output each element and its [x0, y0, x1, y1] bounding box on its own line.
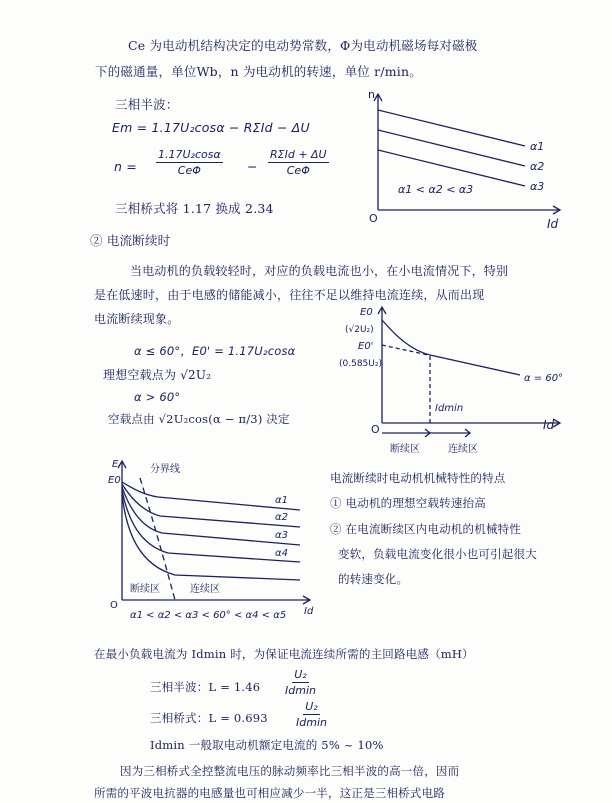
- feature-1: ① 电动机的理想空载转速抬高: [330, 496, 486, 510]
- section-2-para-3: 电流断续现象。: [94, 312, 180, 326]
- chart1-curve-label-a2: α2: [530, 160, 545, 173]
- fraction-2-numerator: RΣId + ΔU: [270, 148, 327, 161]
- chart2-y-value-1: (√2U₂): [345, 325, 374, 335]
- inductance-bridge-fraction: [296, 700, 327, 729]
- chart3-curve-a3: [122, 487, 300, 545]
- inductance-bridge-denominator: Idmin: [296, 716, 327, 729]
- minus-sign: −: [247, 159, 258, 174]
- condition-1-ideal: 理想空载点为 √2U₂: [103, 368, 212, 382]
- section-2-para-2: 是在低速时，由于电感的储能减小，往往不足以维持电流连续，从而出现: [94, 288, 485, 302]
- inductance-bridge-numerator: U₂: [305, 700, 318, 713]
- chart3-curve-a2: [122, 484, 300, 527]
- chart3-y-label: E0: [108, 475, 121, 486]
- inductance-note: Idmin 一般取电动机额定电流的 5% ~ 10%: [150, 738, 384, 752]
- inductance-half-denominator: Idmin: [285, 684, 316, 697]
- chart2-region-2: 连续区: [448, 444, 478, 455]
- chart3-curve-a4: [122, 490, 300, 562]
- chart1-curve-label-a3: α3: [530, 180, 545, 193]
- features-intro: 电流断续时电动机机械特性的特点: [330, 471, 506, 485]
- chart3-region-2: 连续区: [190, 584, 220, 595]
- chart1-relation: α1 < α2 < α3: [398, 183, 474, 196]
- intro-line-1: Ce 为电动机结构决定的电动势常数，Φ为电动机磁场每对磁极: [128, 38, 478, 53]
- chart3-curve-a5: [122, 494, 300, 580]
- chart3-origin: O: [110, 600, 118, 611]
- chart3-curve-label-a2: α2: [275, 512, 288, 523]
- fraction-2: [268, 148, 329, 177]
- closing-line-2: 所需的平波电抗器的电感量也可相应减少一半，这正是三相桥式电路: [94, 786, 445, 800]
- chart2-y-label: E0: [360, 307, 373, 318]
- condition-2-ideal: 空载点由 √2U₂cos(α − π/3) 决定: [108, 412, 290, 426]
- inductance-intro: 在最小负载电流为 Idmin 时，为保证电流连续所需的主回路电感（mH）: [94, 647, 474, 661]
- chart3-curve-label-a3: α3: [275, 530, 288, 541]
- chart3-curve-label-a1: α1: [275, 495, 288, 506]
- feature-2-line-1: ② 在电流断续区内电动机的机械特性: [330, 522, 522, 536]
- chart2-curve: [382, 320, 520, 375]
- bridge-note: 三相桥式将 1.17 换成 2.34: [115, 201, 274, 216]
- closing-line-1: 因为三相桥式全控整流电压的脉动频率比三相半波的高一倍，因而: [120, 764, 460, 778]
- chart3-boundary-label: 分界线: [150, 464, 180, 475]
- n-equals: n =: [114, 159, 137, 174]
- chart1-x-label: Id: [547, 217, 559, 231]
- chart1-curve-a3: [378, 150, 525, 186]
- inductance-half-numerator: U₂: [294, 668, 307, 681]
- em-equation: Em = 1.17U₂cosα − RΣId − ΔU: [112, 120, 310, 135]
- chart2-e0prime-dash: [382, 345, 428, 355]
- feature-2-line-3: 的转速变化。: [338, 572, 409, 586]
- chart3-y-axis-label: E: [112, 459, 119, 470]
- fraction-1: [156, 148, 223, 177]
- half-wave-heading: 三相半波：: [115, 97, 179, 112]
- inductance-half-wave: 三相半波：L = 1.46: [150, 680, 261, 694]
- chart1-curve-a1: [378, 110, 525, 146]
- section-2-heading: ② 电流断续时: [90, 233, 171, 248]
- chart2-y-label-2: E0': [358, 341, 374, 352]
- condition-2: α > 60°: [134, 390, 181, 404]
- chart3-curve-a1: [122, 482, 300, 510]
- chart1-curve-a2: [378, 130, 525, 166]
- chart3-boundary: [140, 478, 175, 600]
- condition-1: α ≤ 60°，E0' = 1.17U₂cosα: [134, 344, 296, 358]
- chart2-curve-label: α = 60°: [524, 373, 564, 384]
- intro-line-2: 下的磁通量，单位Wb，n 为电动机的转速，单位 r/min。: [95, 64, 422, 79]
- chart2-origin: O: [371, 423, 380, 436]
- chart2-region-1: 断续区: [390, 444, 420, 455]
- chart3-x-label: Id: [304, 606, 314, 617]
- chart2-y-value-2: (0.585U₂): [339, 359, 382, 369]
- chart3-relation: α1 < α2 < α3 < 60° < α4 < α5: [130, 610, 287, 621]
- chart1-curve-label-a1: α1: [530, 140, 545, 153]
- feature-2-line-2: 变软，负载电流变化很小也可引起很大: [338, 547, 537, 561]
- chart1-origin: O: [369, 212, 378, 225]
- fraction-2-denominator: CeΦ: [286, 164, 310, 177]
- chart3-curve-label-a4: α4: [275, 548, 288, 559]
- chart2-idmin-label: Idmin: [435, 403, 464, 414]
- chart2-x-label: Id: [543, 418, 555, 432]
- fraction-1-denominator: CeΦ: [177, 164, 201, 177]
- inductance-bridge: 三相桥式：L = 0.693: [150, 711, 268, 725]
- inductance-half-fraction: [285, 668, 316, 697]
- fraction-1-numerator: 1.17U₂cosα: [158, 148, 221, 161]
- section-2-para-1: 当电动机的负载较轻时，对应的负载电流也小，在小电流情况下，特别: [130, 264, 509, 278]
- chart1-y-label: n: [368, 88, 375, 101]
- chart3-region-1: 断续区: [130, 584, 160, 595]
